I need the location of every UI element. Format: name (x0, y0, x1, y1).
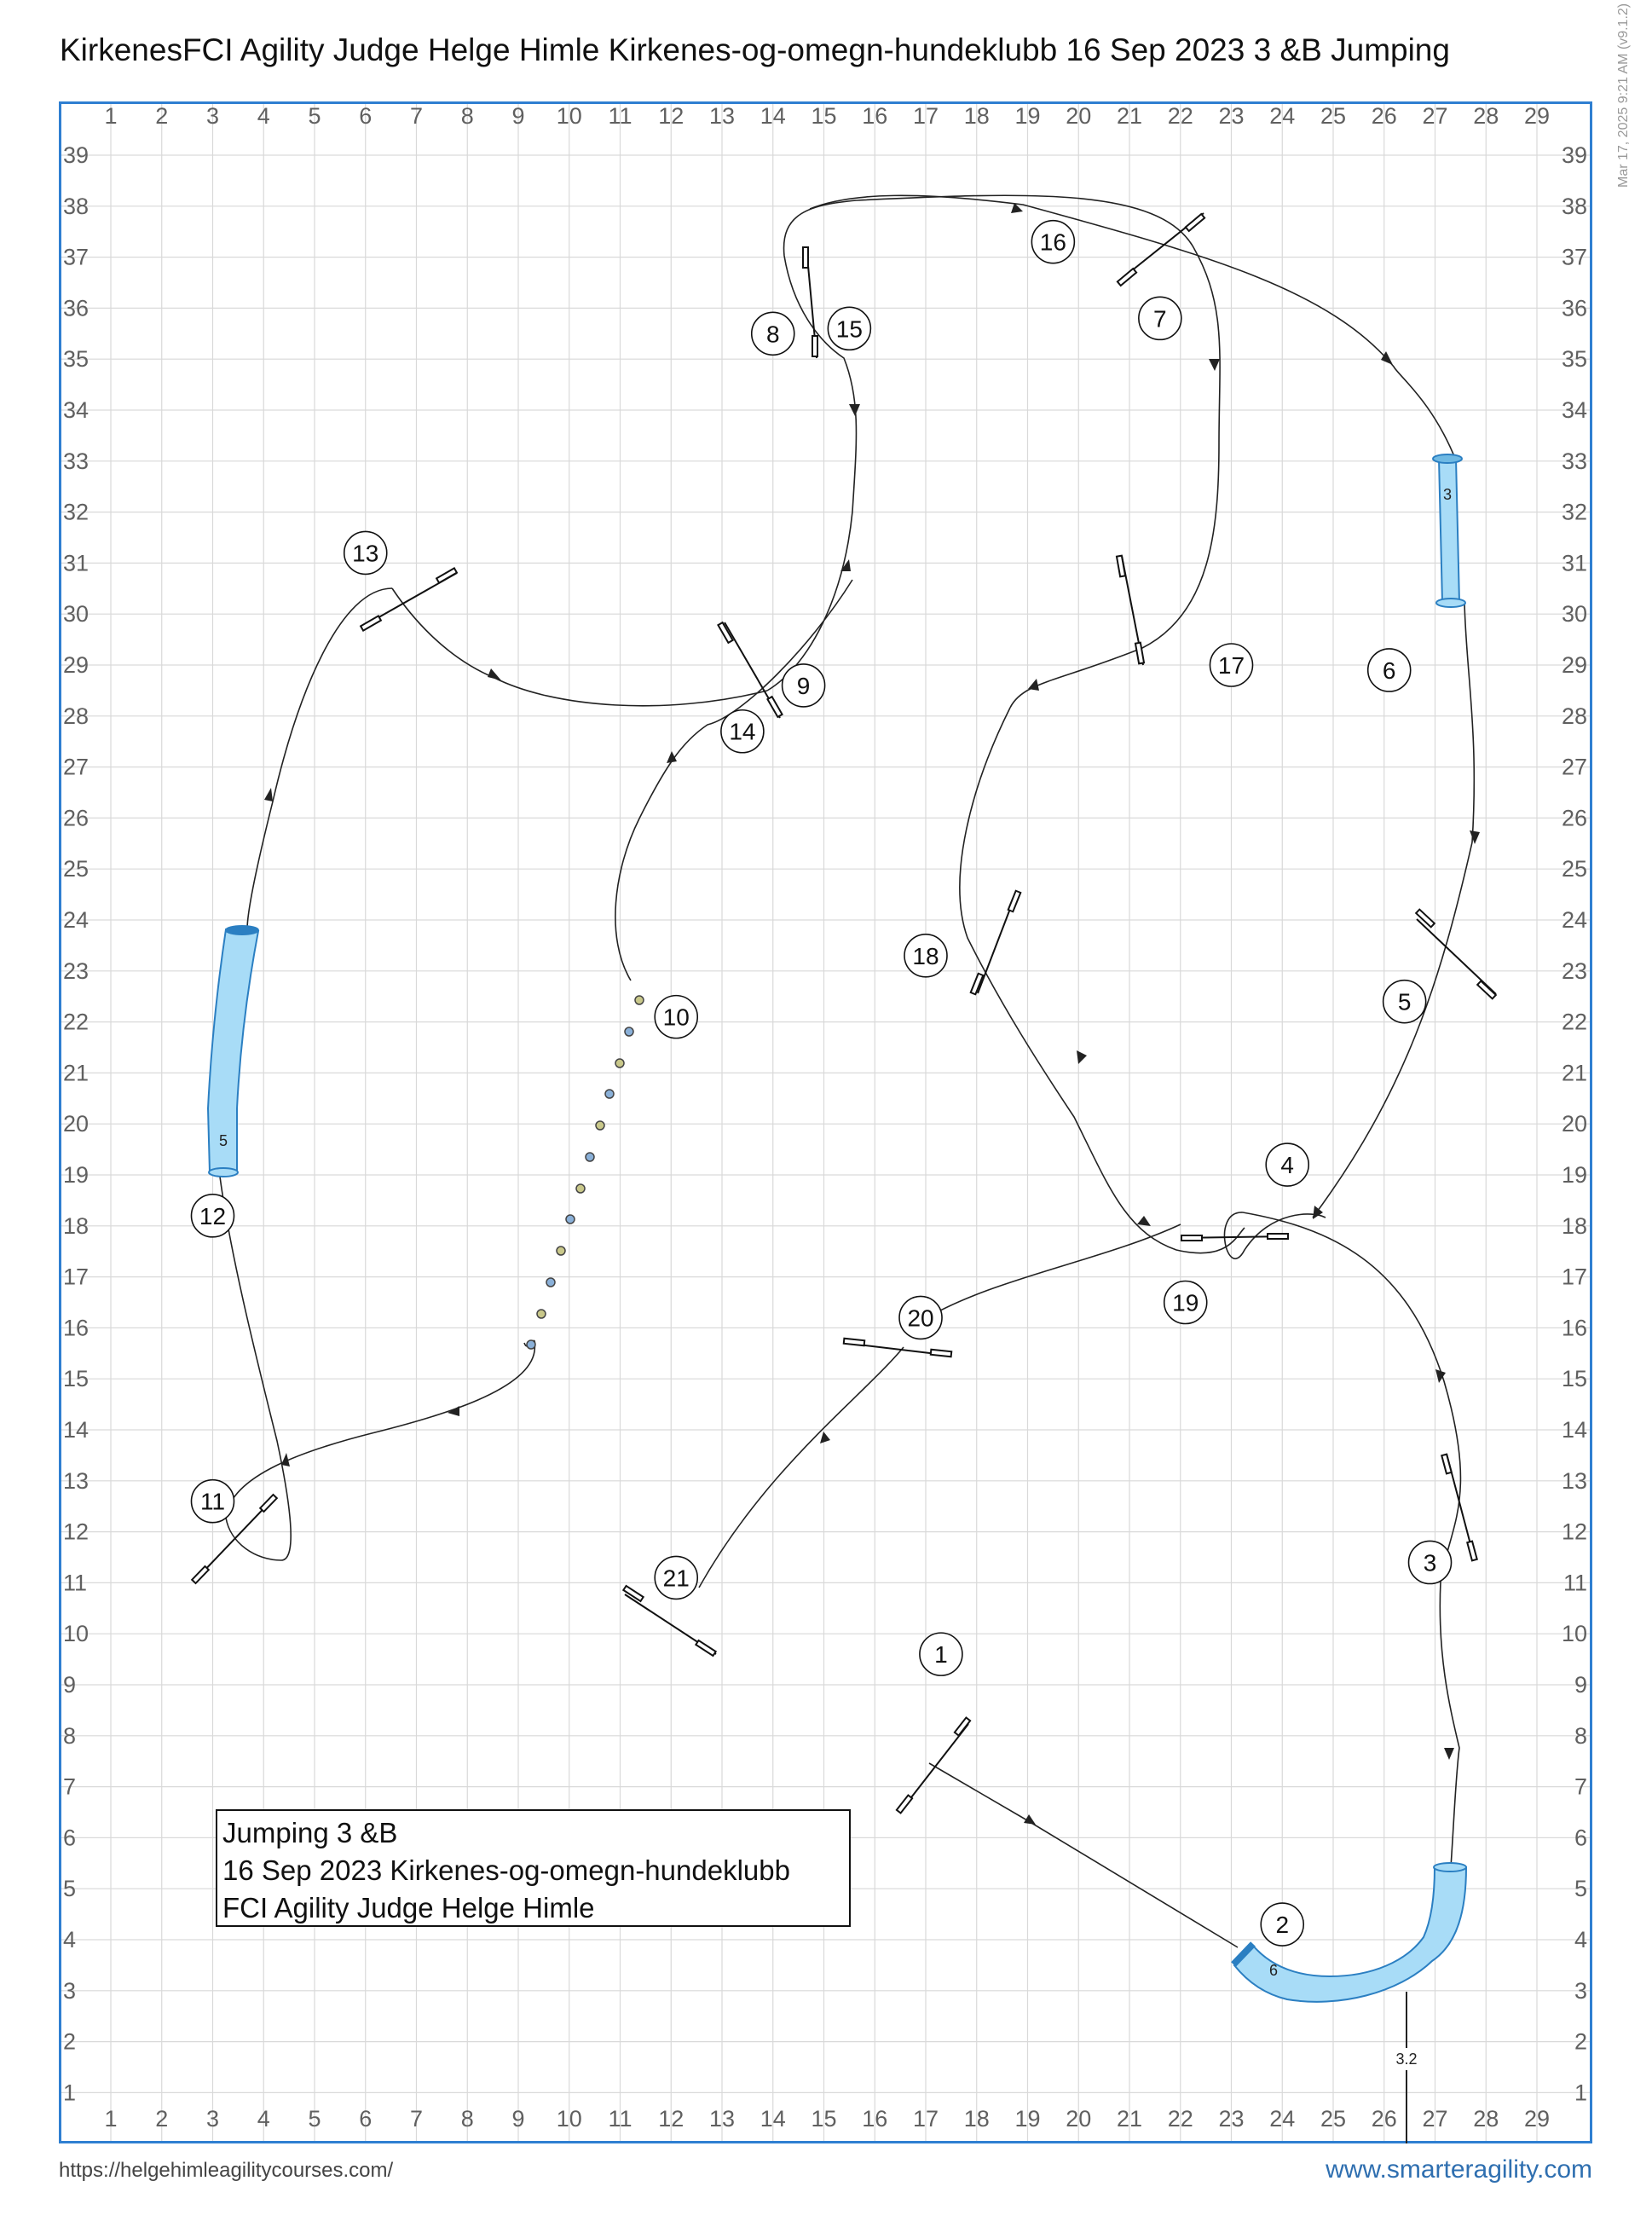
y-tick-label: 1 (63, 2080, 77, 2106)
y-tick-label: 34 (63, 397, 90, 423)
y-tick-label: 4 (63, 1927, 77, 1952)
y-tick-label: 37 (63, 244, 90, 270)
measure-label: 3.2 (1395, 2051, 1418, 2068)
y-tick-label: 33 (63, 448, 90, 474)
x-tick-label: 14 (760, 2106, 786, 2132)
x-tick-label: 2 (155, 103, 169, 129)
y-tick-label: 16 (63, 1315, 90, 1341)
x-tick-label: 27 (1422, 103, 1448, 129)
x-tick-label: 1 (104, 2106, 118, 2132)
obstacle-number-17 (1210, 644, 1253, 686)
x-tick-label: 2 (155, 2106, 169, 2132)
y-tick-label: 13 (1561, 1467, 1587, 1494)
svg-text:8: 8 (765, 321, 780, 348)
y-tick-label: 23 (1561, 957, 1587, 984)
jump-17 (1117, 556, 1144, 665)
y-tick-label: 23 (63, 957, 90, 984)
y-tick-label: 32 (63, 499, 90, 525)
jump-13 (361, 568, 457, 630)
y-tick-label: 9 (1574, 1672, 1587, 1698)
x-tick-label: 5 (308, 103, 321, 129)
x-tick-label: 3 (205, 103, 220, 129)
y-tick-label: 15 (63, 1366, 90, 1392)
x-tick-label: 15 (811, 2106, 837, 2132)
y-tick-label: 24 (63, 907, 90, 933)
path-3-4 (1225, 1212, 1461, 1582)
path-loop-top (767, 200, 857, 691)
x-tick-label: 29 (1523, 103, 1551, 129)
y-tick-label: 13 (63, 1467, 90, 1494)
y-tick-label: 3 (1574, 1977, 1587, 2004)
info-line-1: Jumping 3 &B (222, 1817, 398, 1848)
svg-text:4: 4 (1280, 1152, 1295, 1179)
obstacle-number-5 (1383, 981, 1426, 1023)
obstacle-number-2 (1261, 1903, 1303, 1946)
svg-text:17: 17 (1217, 652, 1245, 679)
x-tick-label: 23 (1218, 2106, 1245, 2132)
obstacle-number-15 (828, 307, 870, 350)
tunnel-label: 3 (1442, 486, 1453, 503)
y-tick-label: 32 (1561, 499, 1587, 525)
x-tick-label: 8 (460, 2106, 474, 2132)
y-tick-label: 20 (63, 1111, 90, 1137)
x-tick-label: 7 (409, 103, 424, 129)
path-5-6 (1464, 603, 1474, 842)
y-tick-label: 29 (1561, 652, 1587, 678)
arrow (1028, 679, 1039, 691)
obstacle-number-6 (1368, 649, 1411, 691)
obstacle-number-11 (192, 1480, 234, 1523)
y-tick-label: 25 (1561, 856, 1587, 882)
y-tick-label: 27 (1561, 754, 1587, 780)
x-tick-label: 1 (104, 103, 118, 129)
path-2-3 (1440, 1582, 1459, 1867)
y-tick-label: 26 (1561, 805, 1587, 831)
x-tick-label: 11 (608, 2106, 632, 2132)
obstacle-number-12 (192, 1195, 234, 1237)
y-tick-label: 4 (1574, 1927, 1587, 1952)
y-tick-label: 38 (1561, 193, 1587, 219)
obstacle-number-8 (752, 312, 794, 355)
y-tick-label: 36 (63, 295, 90, 321)
x-tick-label: 4 (257, 2106, 270, 2132)
x-tick-label: 29 (1523, 2106, 1551, 2132)
x-tick-label: 22 (1167, 2106, 1193, 2132)
svg-text:11: 11 (199, 1488, 226, 1515)
y-tick-label: 39 (1561, 142, 1587, 168)
svg-text:10: 10 (662, 1004, 690, 1031)
x-tick-label: 11 (608, 103, 632, 129)
y-tick-label: 37 (1561, 244, 1587, 270)
y-tick-label: 30 (1561, 601, 1587, 628)
info-box (216, 1809, 851, 1927)
y-tick-label: 19 (1561, 1162, 1587, 1188)
obstacle-number-7 (1139, 297, 1181, 339)
svg-text:6: 6 (1382, 657, 1396, 684)
arrow (1470, 830, 1480, 844)
jump-5 (1416, 910, 1496, 999)
svg-text:16: 16 (1039, 229, 1066, 256)
svg-text:1: 1 (934, 1641, 948, 1669)
y-tick-label: 24 (1561, 907, 1587, 933)
footer-brand[interactable]: www.smarteragility.com (1326, 2155, 1592, 2184)
y-tick-label: 35 (63, 346, 90, 373)
svg-text:20: 20 (907, 1305, 934, 1332)
path-8-9 (960, 708, 1245, 1253)
y-tick-label: 9 (63, 1672, 77, 1698)
y-tick-label: 8 (1574, 1722, 1587, 1749)
svg-text:19: 19 (1172, 1289, 1199, 1316)
x-tick-label: 28 (1473, 103, 1499, 129)
x-tick-label: 17 (912, 103, 939, 129)
svg-text:14: 14 (729, 718, 756, 745)
x-tick-label: 8 (460, 103, 474, 129)
arrow (1077, 1050, 1087, 1064)
x-tick-label: 10 (556, 103, 582, 129)
x-tick-label: 20 (1066, 2106, 1092, 2132)
y-tick-label: 1 (1574, 2080, 1587, 2106)
obstacle-number-16 (1031, 221, 1074, 263)
y-tick-label: 15 (1561, 1366, 1587, 1392)
x-tick-label: 16 (862, 103, 888, 129)
y-tick-label: 28 (63, 703, 90, 729)
x-tick-label: 14 (760, 103, 786, 129)
path-13-12 (247, 588, 392, 929)
arrow (488, 668, 501, 680)
y-tick-label: 35 (1561, 346, 1587, 373)
jump-7 (1118, 213, 1204, 286)
x-tick-label: 18 (963, 103, 990, 129)
svg-text:7: 7 (1153, 305, 1167, 333)
jumps (192, 213, 1496, 1814)
x-tick-label: 6 (359, 103, 373, 129)
y-tick-label: 20 (1561, 1111, 1587, 1137)
svg-text:5: 5 (1397, 988, 1412, 1015)
x-tick-label: 21 (1116, 2106, 1143, 2132)
x-tick-label: 13 (708, 103, 736, 129)
y-tick-label: 18 (63, 1212, 90, 1239)
x-tick-label: 27 (1422, 2106, 1448, 2132)
y-tick-label: 7 (63, 1773, 77, 1800)
path-11-10 (226, 1340, 535, 1518)
footer-url[interactable]: https://helgehimleagilitycourses.com/ (59, 2159, 394, 2182)
y-tick-label: 8 (63, 1722, 77, 1749)
arrow (1313, 1206, 1323, 1219)
x-tick-label: 19 (1014, 2106, 1041, 2132)
obstacle-number-10 (655, 996, 697, 1038)
path-6-7 (810, 195, 1456, 460)
svg-text:12: 12 (199, 1202, 227, 1229)
x-tick-label: 15 (811, 103, 837, 129)
y-tick-label: 11 (1562, 1570, 1587, 1596)
x-tick-label: 26 (1371, 2106, 1397, 2132)
y-tick-label: 39 (63, 142, 90, 168)
y-tick-label: 33 (1561, 448, 1587, 474)
x-tick-label: 17 (912, 2106, 939, 2132)
path-20-21 (699, 1347, 904, 1588)
arrow (820, 1432, 830, 1443)
path-4-5 (1313, 842, 1472, 1218)
x-tick-label: 26 (1371, 103, 1397, 129)
x-tick-label: 18 (963, 2106, 990, 2132)
x-tick-label: 9 (511, 103, 525, 129)
x-tick-label: 19 (1014, 103, 1041, 129)
tunnel-3 (1433, 454, 1465, 607)
svg-text:18: 18 (912, 942, 939, 969)
obstacle-number-9 (783, 664, 825, 707)
y-tick-label: 19 (63, 1162, 90, 1188)
y-tick-label: 38 (63, 193, 90, 219)
y-tick-label: 31 (1561, 550, 1587, 576)
x-tick-label: 7 (409, 2106, 424, 2132)
obstacle-number-14 (721, 710, 764, 753)
y-tick-label: 12 (63, 1519, 90, 1545)
tunnel-5 (208, 926, 258, 1177)
path-9-13 (392, 588, 767, 706)
y-tick-label: 34 (1561, 397, 1587, 423)
obstacle-number-1 (920, 1633, 962, 1675)
svg-text:13: 13 (352, 540, 379, 567)
y-tick-label: 18 (1561, 1212, 1587, 1239)
svg-text:21: 21 (662, 1565, 690, 1592)
y-tick-label: 30 (63, 601, 90, 628)
path-1-2 (929, 1763, 1238, 1947)
y-tick-label: 21 (63, 1060, 90, 1086)
x-tick-label: 21 (1116, 103, 1143, 129)
y-tick-label: 11 (63, 1570, 88, 1596)
x-tick-label: 5 (308, 2106, 321, 2132)
y-tick-label: 22 (1561, 1009, 1587, 1035)
y-tick-label: 2 (1574, 2028, 1587, 2055)
y-tick-label: 17 (1561, 1264, 1587, 1290)
path-7-8 (857, 195, 1220, 708)
arrow (1444, 1748, 1454, 1760)
arrow (1209, 359, 1220, 371)
obstacle-number-19 (1164, 1281, 1207, 1324)
y-tick-label: 5 (1574, 1876, 1587, 1902)
obstacle-number-20 (899, 1296, 942, 1339)
obstacle-number-13 (344, 531, 387, 574)
arrow (1381, 351, 1393, 365)
y-tick-label: 17 (63, 1264, 90, 1290)
x-tick-label: 23 (1218, 103, 1245, 129)
y-tick-label: 25 (63, 856, 90, 882)
path-19-20 (921, 1224, 1181, 1322)
obstacle-number-4 (1266, 1143, 1308, 1186)
arrow (1137, 1216, 1151, 1226)
x-tick-label: 22 (1167, 103, 1193, 129)
tunnel-label: 5 (218, 1132, 228, 1149)
svg-text:9: 9 (796, 672, 811, 699)
y-tick-label: 28 (1561, 703, 1587, 729)
jump-18 (971, 891, 1021, 995)
x-tick-label: 10 (556, 2106, 582, 2132)
obstacle-number-3 (1409, 1541, 1452, 1583)
x-tick-label: 4 (257, 103, 270, 129)
course-title: KirkenesFCI Agility Judge Helge Himle Kirkenes-og-omegn-hundeklubb 16 Sep 2023 3 &B Jumping (60, 32, 1450, 67)
x-tick-label: 28 (1473, 2106, 1499, 2132)
x-tick-label: 13 (708, 2106, 736, 2132)
x-tick-label: 9 (511, 2106, 525, 2132)
x-tick-label: 25 (1320, 2106, 1347, 2132)
info-line-2: 16 Sep 2023 Kirkenes-og-omegn-hundeklubb (222, 1854, 790, 1886)
obstacle-number-21 (655, 1556, 697, 1599)
y-tick-label: 16 (1561, 1315, 1587, 1341)
y-tick-label: 7 (1574, 1773, 1587, 1800)
x-tick-label: 24 (1269, 103, 1296, 129)
y-tick-label: 26 (63, 805, 90, 831)
x-tick-label: 3 (205, 2106, 220, 2132)
y-tick-label: 6 (1574, 1825, 1587, 1851)
y-tick-label: 3 (63, 1977, 77, 2004)
y-tick-label: 27 (63, 754, 90, 780)
y-tick-label: 31 (63, 550, 90, 576)
obstacle-numbers (192, 221, 1452, 1946)
arrow (840, 559, 851, 571)
x-tick-label: 12 (658, 2106, 684, 2132)
info-line-3: FCI Agility Judge Helge Himle (222, 1892, 595, 1924)
jump-8 (803, 247, 817, 358)
y-tick-label: 36 (1561, 295, 1587, 321)
version-stamp: Mar 17, 2025 9:21 AM (v9.1.2) (1616, 3, 1631, 188)
direction-arrows (264, 203, 1480, 1825)
x-tick-label: 20 (1066, 103, 1092, 129)
y-tick-label: 22 (63, 1009, 90, 1035)
y-tick-label: 10 (1561, 1621, 1587, 1647)
x-tick-label: 25 (1320, 103, 1347, 129)
weave-poles (527, 996, 644, 1349)
x-tick-label: 24 (1269, 2106, 1296, 2132)
svg-text:2: 2 (1275, 1912, 1290, 1939)
tunnel-label: 6 (1268, 1962, 1279, 1979)
y-tick-label: 14 (63, 1417, 90, 1443)
y-tick-label: 21 (1561, 1060, 1587, 1086)
y-tick-label: 5 (63, 1876, 77, 1902)
svg-text:15: 15 (835, 315, 863, 343)
y-tick-label: 29 (63, 652, 90, 678)
y-tick-label: 10 (63, 1621, 90, 1647)
jump-3 (1441, 1454, 1476, 1560)
arrow (264, 788, 273, 801)
obstacle-number-18 (904, 934, 947, 977)
y-tick-label: 2 (63, 2028, 77, 2055)
x-tick-label: 6 (359, 2106, 373, 2132)
x-tick-label: 16 (862, 2106, 888, 2132)
x-tick-label: 12 (658, 103, 684, 129)
y-tick-label: 14 (1561, 1417, 1587, 1443)
svg-text:3: 3 (1423, 1549, 1437, 1576)
y-tick-label: 6 (63, 1825, 77, 1851)
y-tick-label: 12 (1561, 1519, 1587, 1545)
